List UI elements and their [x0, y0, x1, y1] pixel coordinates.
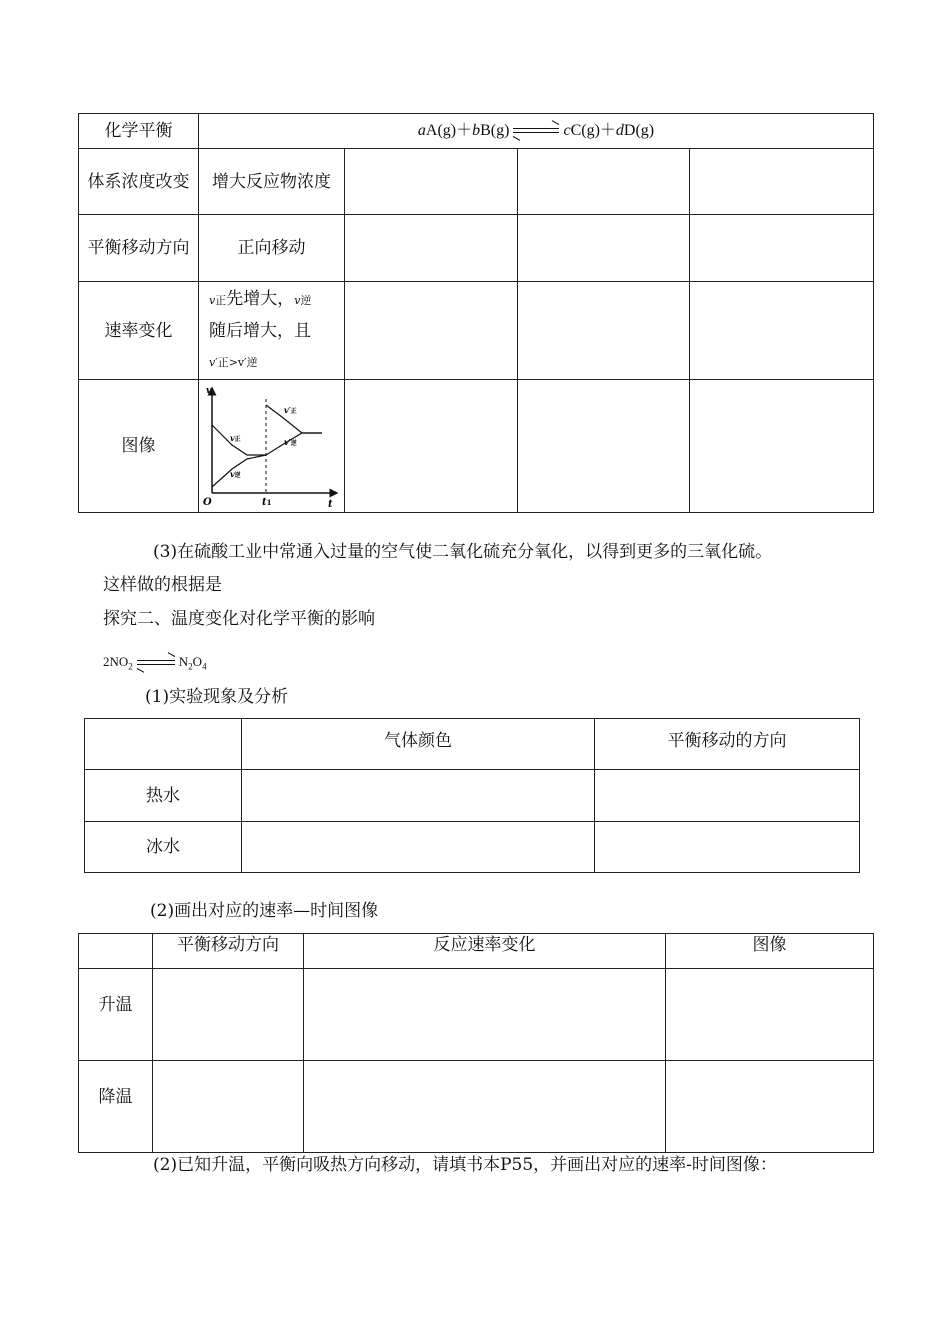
row-label-shift-direction: 平衡移动方向: [79, 215, 199, 282]
row-label-rate-change: 速率变化: [79, 282, 199, 380]
blank-cell: [666, 969, 874, 1061]
header-graph: 图像: [666, 934, 874, 969]
experiment-table: [84, 718, 860, 873]
sub-1-title: (1)实验现象及分析: [145, 687, 289, 707]
blank-cell: [666, 1061, 874, 1153]
blank-cell: [518, 380, 690, 513]
blank-cell: [345, 215, 518, 282]
cell-concentration-change: 增大反应物浓度: [199, 149, 345, 215]
blank-cell: [345, 282, 518, 380]
rate-time-table: [78, 933, 874, 1153]
blank-cell: [595, 770, 860, 822]
paragraph-3-line-2: 这样做的根据是: [103, 575, 222, 595]
label-v-prime-forward: v′正: [283, 405, 297, 415]
blank-cell: [85, 719, 242, 770]
label-origin: O: [202, 497, 212, 508]
section-2-title: 探究二、温度变化对化学平衡的影响: [103, 609, 375, 629]
label-t1: t1: [261, 497, 271, 508]
sub-2-title: (2)画出对应的速率—时间图像: [150, 901, 379, 921]
blank-cell: [690, 149, 874, 215]
equilibrium-table: [78, 113, 874, 513]
blank-cell: [304, 969, 666, 1061]
blank-cell: [304, 1061, 666, 1153]
row-heating: 升温: [79, 969, 153, 1061]
rate-time-graph: [202, 383, 342, 509]
blank-cell: [690, 282, 874, 380]
cell-rate-time-graph: [199, 380, 345, 513]
blank-cell: [153, 1061, 304, 1153]
reverse-rate-curve-1: [212, 455, 266, 487]
blank-cell: [153, 969, 304, 1061]
blank-cell: [242, 770, 595, 822]
reaction-equation: aA(g)＋bB(g) cC(g)＋dD(g): [199, 114, 874, 149]
blank-cell: [79, 934, 153, 969]
row-label-equilibrium: 化学平衡: [79, 114, 199, 149]
label-v-forward: v正: [229, 433, 241, 443]
blank-cell: [345, 380, 518, 513]
row-ice-water: 冰水: [85, 822, 242, 873]
label-t: t: [327, 499, 333, 509]
header-shift-direction: 平衡移动方向: [153, 934, 304, 969]
equilibrium-arrow-icon: [137, 658, 175, 668]
cell-forward-shift: 正向移动: [199, 215, 345, 282]
blank-cell: [690, 215, 874, 282]
blank-cell: [595, 822, 860, 873]
reaction-2: $2NO_2$ $N_2O_4$: [103, 654, 207, 672]
blank-cell: [518, 215, 690, 282]
header-rate-change: 反应速率变化: [304, 934, 666, 969]
row-label-concentration: 体系浓度改变: [79, 149, 199, 215]
blank-cell: [690, 380, 874, 513]
label-v-reverse: v逆: [229, 469, 241, 479]
paragraph-3-line-1: (3)在硫酸工业中常通入过量的空气使二氧化硫充分氧化，以得到更多的三氧化硫。: [153, 542, 773, 562]
blank-cell: [242, 822, 595, 873]
row-hot-water: 热水: [85, 770, 242, 822]
blank-cell: [518, 149, 690, 215]
header-gas-color: 气体颜色: [242, 719, 595, 770]
blank-cell: [345, 149, 518, 215]
header-shift-direction: 平衡移动的方向: [595, 719, 860, 770]
equilibrium-arrow-icon: [513, 126, 559, 136]
label-v: v: [205, 386, 211, 396]
cell-rate-change: v正先增大，v逆 随后增大，且 v′正>v′逆: [199, 282, 345, 380]
label-v-prime-reverse: v′逆: [283, 437, 297, 447]
row-label-graph: 图像: [79, 380, 199, 513]
row-cooling: 降温: [79, 1061, 153, 1153]
bottom-instruction: (2)已知升温，平衡向吸热方向移动，请填书本P55，并画出对应的速率-时间图像：: [153, 1155, 777, 1175]
blank-cell: [518, 282, 690, 380]
